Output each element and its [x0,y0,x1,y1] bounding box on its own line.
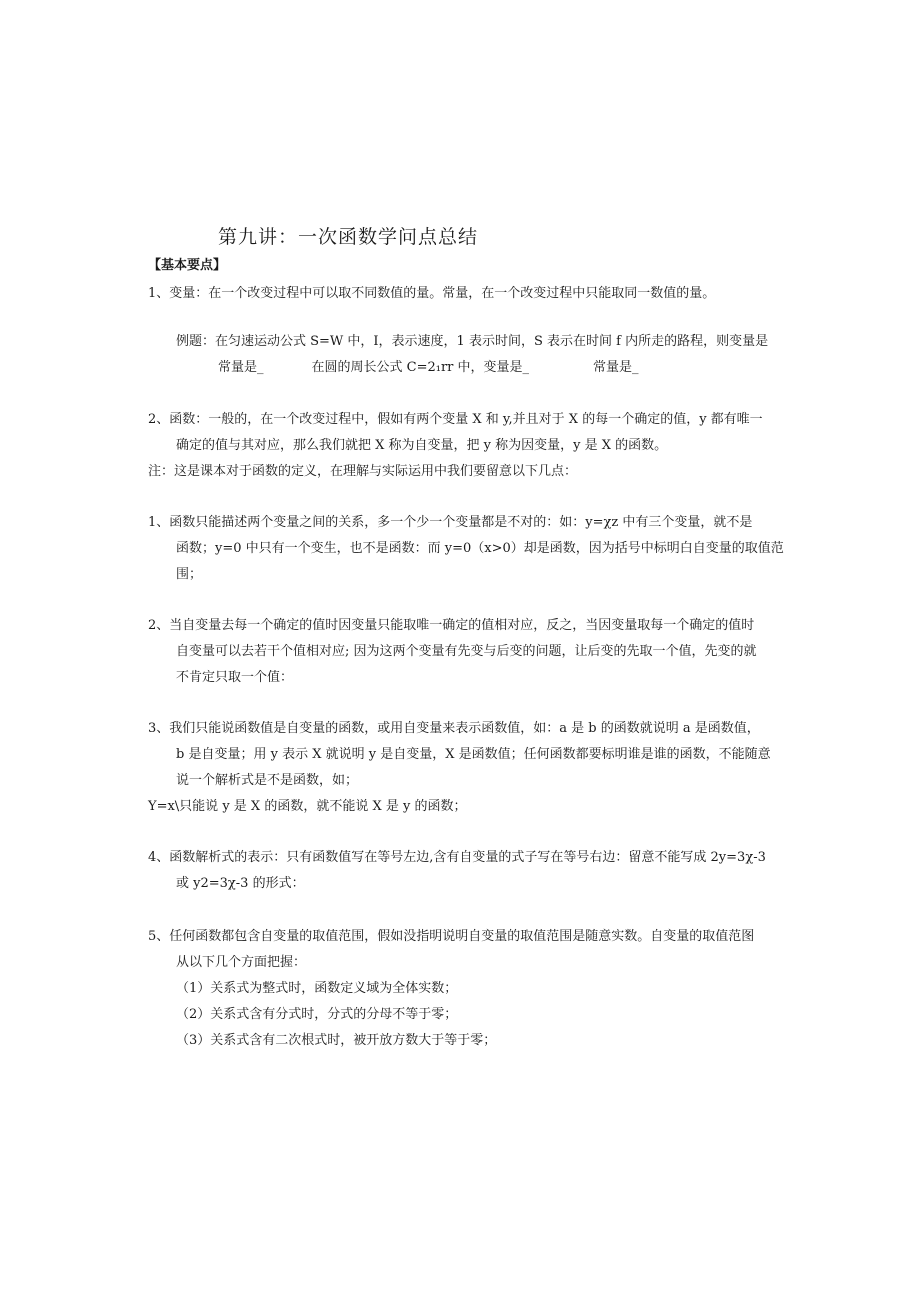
point-1-line-2: 函数；y=0 中只有一个变生，也不是函数：而 y=0（x>0）却是函数，因为括号中标明白自变量的取值范 [176,541,784,556]
point-1-line-1: 1、函数只能描述两个变量之间的关系，多一个少一个变量都是不对的：如：y=χz 中有三个变量，就不是 [148,515,753,530]
example-circle-question: 在圆的周长公式 C=2₁rr 中，变量是_ [311,360,530,375]
point-4-line-2: 或 y2=3χ-3 的形式： [176,876,305,891]
point-1-line-3: 围； [176,567,203,582]
point-3-line-4: Y=x\只能说 y 是 X 的函数，就不能说 X 是 y 的函数； [148,799,467,814]
example-line-1: 例题：在匀速运动公式 S=W 中，I，表示速度，1 表示时间，S 表示在时间 f 内所走的路程，则变量是 [176,334,769,349]
item-1-variables: 1、变量：在一个改变过程中可以取不同数值的量。常量，在一个改变过程中只能取同一数值的量。 [148,286,716,301]
point-5-sub-2: （2）关系式含有分式时，分式的分母不等于零； [176,1007,458,1022]
page-title: 第九讲：一次函数学问点总结 [218,226,479,248]
point-4-line-1: 4、函数解析式的表示：只有函数值写在等号左边,含有自变量的式子写在等号右边：留意不能写成 2y=3χ-3 [148,850,766,865]
point-2-line-3: 不肯定只取一个值： [176,670,294,685]
point-2-line-2: 自变量可以去若干个值相对应; 因为这两个变量有先变与后变的问题，让后变的先取一个值，先变的就 [176,644,757,659]
note: 注：这是课本对于函数的定义，在理解与实际运用中我们要留意以下几点： [148,464,578,479]
point-2-line-1: 2、当自变量去每一个确定的值时因变量只能取唯一确定的值相对应，反之，当因变量取每一个确定的值时 [148,618,755,633]
point-5-sub-1: （1）关系式为整式时，函数定义域为全体实数； [176,981,458,996]
example-line-2 [218,360,639,376]
point-3-line-1: 3、我们只能说函数值是自变量的函数，或用自变量来表示函数值，如：a 是 b 的函数就说明 a 是函数值， [148,721,760,736]
item-2-line-1: 2、函数：一般的，在一个改变过程中，假如有两个变量 X 和 y,并且对于 X 的每一个确定的值，y 都有唯一 [148,412,763,427]
example-blank-constant: 常量是_ [218,360,264,375]
point-3-line-3: 说一个解析式是不是函数，如； [176,773,359,788]
section-heading: 【基本要点】 [148,258,227,273]
point-5-sub-3: （3）关系式含有二次根式时，被开放方数大于等于零； [176,1033,497,1048]
example-blank-constant-2: 常量是_ [593,360,639,375]
point-5-line-1: 5、任何函数都包含自变量的取值范围，假如没指明说明自变量的取值范围是随意实数。自变量的取值范图 [148,929,755,944]
point-5-line-2: 从以下几个方面把握： [176,955,307,970]
item-2-line-2: 确定的值与其对应，那么我们就把 X 称为自变量，把 y 称为因变量，y 是 X 的函数。 [176,438,668,453]
point-3-line-2: b 是自变量；用 y 表示 X 就说明 y 是自变量，X 是函数值；任何函数都要标明谁是谁的函数，不能随意 [176,747,771,762]
